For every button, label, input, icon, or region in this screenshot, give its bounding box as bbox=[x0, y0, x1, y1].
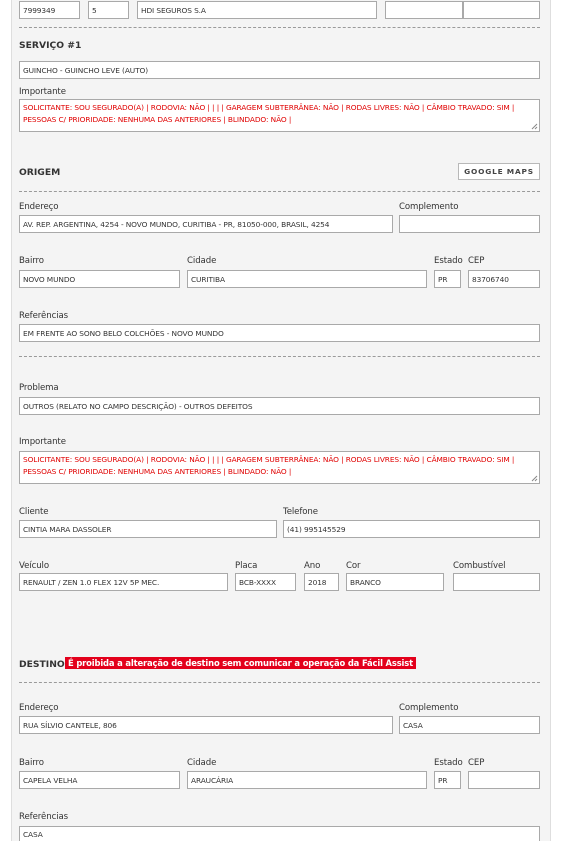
year-label: Ano bbox=[304, 561, 321, 571]
destination-district-field[interactable]: CAPELA VELHA bbox=[19, 771, 180, 789]
origin-address-field[interactable]: AV. REP. ARGENTINA, 4254 - NOVO MUNDO, CURITIBA - PR, 81050-000, BRASIL, 4254 bbox=[19, 215, 393, 233]
divider bbox=[19, 356, 540, 357]
origin-zip-field[interactable]: 83706740 bbox=[468, 270, 540, 288]
destination-address-field[interactable]: RUA SÍLVIO CANTELE, 806 bbox=[19, 716, 393, 734]
color-field[interactable]: BRANCO bbox=[346, 573, 444, 591]
problem-important-textarea[interactable] bbox=[19, 451, 540, 484]
resize-grip-icon[interactable] bbox=[531, 475, 538, 482]
service-important-label: Importante bbox=[19, 87, 66, 97]
top-field-b[interactable] bbox=[463, 1, 540, 19]
service-section-title: SERVIÇO #1 bbox=[19, 40, 82, 51]
divider bbox=[19, 191, 540, 192]
origin-city-label: Cidade bbox=[187, 256, 217, 266]
origin-references-field[interactable]: EM FRENTE AO SONO BELO COLCHÕES - NOVO MUNDO bbox=[19, 324, 540, 342]
destination-state-field[interactable]: PR bbox=[434, 771, 461, 789]
protocol-field[interactable]: 7999349 bbox=[19, 1, 80, 19]
destination-city-field[interactable]: ARAUCÁRIA bbox=[187, 771, 427, 789]
destination-warning-badge: É proibida a alteração de destino sem comunicar a operação da Fácil Assist bbox=[65, 657, 416, 669]
year-field[interactable]: 2018 bbox=[304, 573, 339, 591]
problem-important-label: Importante bbox=[19, 437, 66, 447]
origin-complement-field[interactable] bbox=[399, 215, 540, 233]
divider bbox=[19, 682, 540, 683]
plate-field[interactable]: BCB-XXXX bbox=[235, 573, 296, 591]
code-field[interactable]: 5 bbox=[88, 1, 129, 19]
origin-state-label: Estado bbox=[434, 256, 463, 266]
color-label: Cor bbox=[346, 561, 361, 571]
plate-label: Placa bbox=[235, 561, 258, 571]
origin-address-label: Endereço bbox=[19, 202, 59, 212]
vehicle-field[interactable]: RENAULT / ZEN 1.0 FLEX 12V 5P MEC. bbox=[19, 573, 228, 591]
problem-label: Problema bbox=[19, 383, 59, 393]
service-important-text: SOLICITANTE: SOU SEGURADO(A) | RODOVIA: NÃO | | | | GARAGEM SUBTERRÂNEA: NÃO | RODAS LIVRES: NÃO | CÂMBIO TRAVADO: SIM | PESSOAS C/ PRIORIDADE: NENHUMA DAS ANTERIORES | BLINDADO: NÃO | bbox=[23, 103, 515, 124]
origin-district-field[interactable]: NOVO MUNDO bbox=[19, 270, 180, 288]
origin-references-label: Referências bbox=[19, 311, 69, 321]
client-field[interactable]: CINTIA MARA DASSOLER bbox=[19, 520, 277, 538]
client-label: Cliente bbox=[19, 507, 49, 517]
origin-section-title: ORIGEM bbox=[19, 167, 61, 178]
destination-references-label: Referências bbox=[19, 812, 69, 822]
divider bbox=[19, 27, 540, 28]
destination-complement-field[interactable]: CASA bbox=[399, 716, 540, 734]
origin-state-field[interactable]: PR bbox=[434, 270, 461, 288]
destination-district-label: Bairro bbox=[19, 758, 44, 768]
origin-zip-label: CEP bbox=[468, 256, 485, 266]
fuel-label: Combustível bbox=[453, 561, 506, 571]
destination-state-label: Estado bbox=[434, 758, 463, 768]
destination-zip-field[interactable] bbox=[468, 771, 540, 789]
google-maps-button[interactable]: GOOGLE MAPS bbox=[458, 163, 540, 180]
destination-references-field[interactable]: CASA bbox=[19, 826, 540, 841]
destination-address-label: Endereço bbox=[19, 703, 59, 713]
phone-label: Telefone bbox=[283, 507, 318, 517]
origin-complement-label: Complemento bbox=[399, 202, 459, 212]
destination-section-title: DESTINO bbox=[19, 659, 65, 670]
fuel-field[interactable] bbox=[453, 573, 540, 591]
problem-field[interactable]: OUTROS (RELATO NO CAMPO DESCRIÇÃO) - OUTROS DEFEITOS bbox=[19, 397, 540, 415]
destination-complement-label: Complemento bbox=[399, 703, 459, 713]
service-field[interactable]: GUINCHO - GUINCHO LEVE (AUTO) bbox=[19, 61, 540, 79]
origin-city-field[interactable]: CURITIBA bbox=[187, 270, 427, 288]
top-field-a[interactable] bbox=[385, 1, 463, 19]
destination-city-label: Cidade bbox=[187, 758, 217, 768]
destination-zip-label: CEP bbox=[468, 758, 485, 768]
origin-district-label: Bairro bbox=[19, 256, 44, 266]
phone-field[interactable]: (41) 995145529 bbox=[283, 520, 540, 538]
problem-important-text: SOLICITANTE: SOU SEGURADO(A) | RODOVIA: NÃO | | | | GARAGEM SUBTERRÂNEA: NÃO | RODAS LIVRES: NÃO | CÂMBIO TRAVADO: SIM | PESSOAS C/ PRIORIDADE: NENHUMA DAS ANTERIORES | BLINDADO: NÃO | bbox=[23, 455, 515, 476]
vehicle-label: Veículo bbox=[19, 561, 50, 571]
insurer-field[interactable]: HDI SEGUROS S.A bbox=[137, 1, 377, 19]
resize-grip-icon[interactable] bbox=[531, 123, 538, 130]
service-important-textarea[interactable] bbox=[19, 99, 540, 132]
